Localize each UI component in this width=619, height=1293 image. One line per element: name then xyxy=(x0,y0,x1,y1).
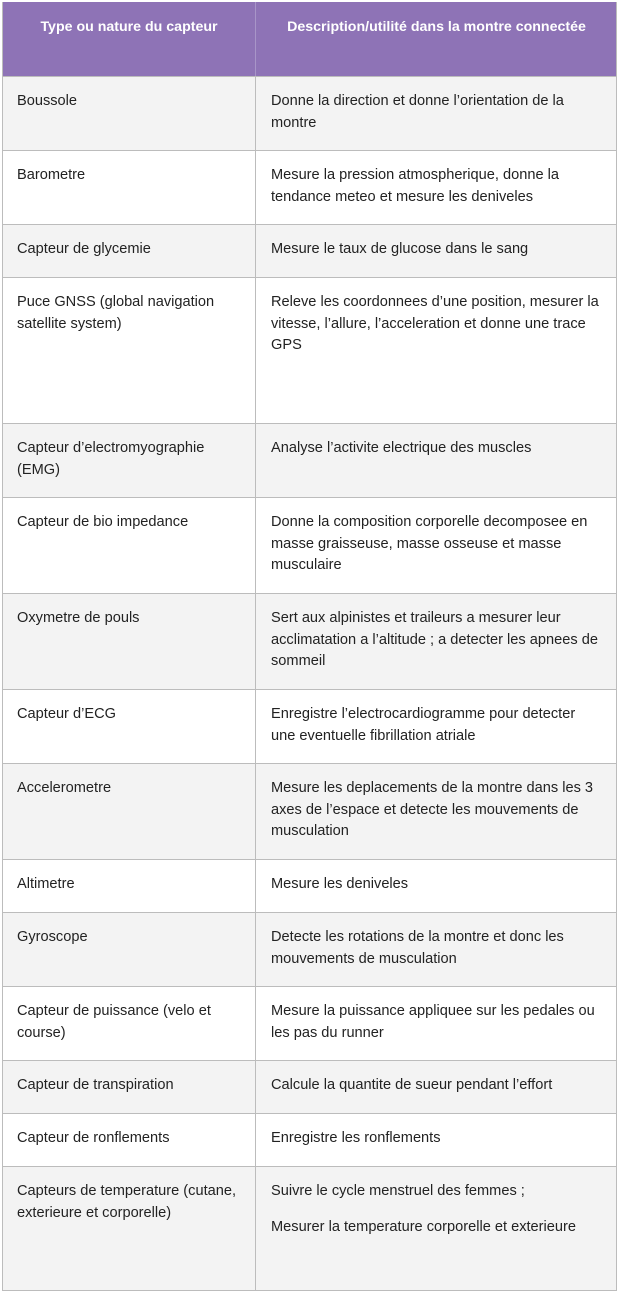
sensor-description-cell xyxy=(256,225,616,277)
header-type: Type ou nature du capteur xyxy=(3,2,256,76)
table-row xyxy=(3,423,616,497)
description-paragraph: Mesurer la temperature corporelle et exterieure xyxy=(271,1218,576,1235)
table-row xyxy=(3,593,616,689)
description-paragraph: Detecte les rotations de la montre et donc les mouvements de musculation xyxy=(271,929,564,967)
sensor-description-cell xyxy=(256,1061,616,1113)
description-paragraph: Mesure le taux de glucose dans le sang xyxy=(271,241,529,257)
table-row xyxy=(3,1113,616,1166)
table-row xyxy=(3,76,616,150)
table-row xyxy=(3,150,616,224)
sensor-description-cell xyxy=(256,498,616,593)
table-row xyxy=(3,689,616,763)
sensor-description-cell xyxy=(256,594,616,689)
description-paragraph: Releve les coordonnees d’une position, mesurer la vitesse, l’allure, l’acceleration et donne une trace GPS xyxy=(271,294,599,353)
sensor-type-cell: Capteur de glycemie xyxy=(3,225,256,277)
sensor-description-cell xyxy=(256,764,616,859)
sensor-description-cell xyxy=(256,77,616,150)
sensor-description-cell xyxy=(256,1167,616,1290)
description-paragraph: Mesure les deplacements de la montre dans les 3 axes de l’espace et detecte les mouvements de musculation xyxy=(271,780,594,839)
sensor-type-cell: Barometre xyxy=(3,151,256,224)
sensor-type-cell: Capteur d’electromyographie (EMG) xyxy=(3,424,256,497)
sensor-type-cell: Capteur de puissance (velo et course) xyxy=(3,987,256,1060)
sensor-description-cell xyxy=(256,1114,616,1166)
header-description: Description/utilité dans la montre connectée xyxy=(287,19,586,35)
description-paragraph: Enregistre les ronflements xyxy=(271,1130,441,1146)
table-body xyxy=(3,76,616,1290)
description-paragraph: Mesure les deniveles xyxy=(271,876,409,892)
sensor-type-cell: Capteur d’ECG xyxy=(3,690,256,763)
sensor-type-cell: Gyroscope xyxy=(3,913,256,986)
table-row xyxy=(3,986,616,1060)
sensor-type-cell: Puce GNSS (global navigation satellite system) xyxy=(3,278,256,423)
sensor-description-cell xyxy=(256,690,616,763)
table-row xyxy=(3,277,616,423)
description-paragraph: Mesure la pression atmospherique, donne la tendance meteo et mesure les deniveles xyxy=(271,167,559,205)
table-row xyxy=(3,859,616,912)
sensor-type-cell: Boussole xyxy=(3,77,256,150)
description-paragraph: Donne la composition corporelle decomposee en masse graisseuse, masse osseuse et masse musculaire xyxy=(271,514,588,573)
description-paragraph: Enregistre l’electrocardiogramme pour detecter une eventuelle fibrillation atriale xyxy=(271,706,576,744)
description-paragraph: Calcule la quantite de sueur pendant l’effort xyxy=(271,1077,553,1093)
table-row xyxy=(3,224,616,277)
sensor-type-cell: Capteur de ronflements xyxy=(3,1114,256,1166)
table-row xyxy=(3,497,616,593)
sensor-type-cell: Altimetre xyxy=(3,860,256,912)
description-paragraph: Suivre le cycle menstruel des femmes ; xyxy=(271,1183,525,1199)
description-paragraph: Donne la direction et donne l’orientation de la montre xyxy=(271,93,564,131)
description-paragraph: Mesure la puissance appliquee sur les pedales ou les pas du runner xyxy=(271,1003,595,1041)
sensor-type-cell: Oxymetre de pouls xyxy=(3,594,256,689)
table-header-row xyxy=(3,2,616,76)
table-row xyxy=(3,763,616,859)
table-row xyxy=(3,1166,616,1290)
sensor-description-cell xyxy=(256,424,616,497)
sensor-type-cell: Capteur de bio impedance xyxy=(3,498,256,593)
sensor-description-cell xyxy=(256,151,616,224)
sensor-type-cell: Capteurs de temperature (cutane, exterieure et corporelle) xyxy=(3,1167,256,1290)
sensor-type-cell: Capteur de transpiration xyxy=(3,1061,256,1113)
table-row xyxy=(3,1060,616,1113)
sensor-description-cell xyxy=(256,987,616,1060)
sensor-type-cell: Accelerometre xyxy=(3,764,256,859)
description-paragraph: Sert aux alpinistes et traileurs a mesurer leur acclimatation a l’altitude ; a detecter les apnees de sommeil xyxy=(271,610,598,669)
table-row xyxy=(3,912,616,986)
sensor-description-cell xyxy=(256,278,616,423)
sensor-description-cell xyxy=(256,860,616,912)
description-paragraph: Analyse l’activite electrique des muscles xyxy=(271,440,532,456)
sensor-description-cell xyxy=(256,913,616,986)
sensor-table xyxy=(2,2,617,1291)
